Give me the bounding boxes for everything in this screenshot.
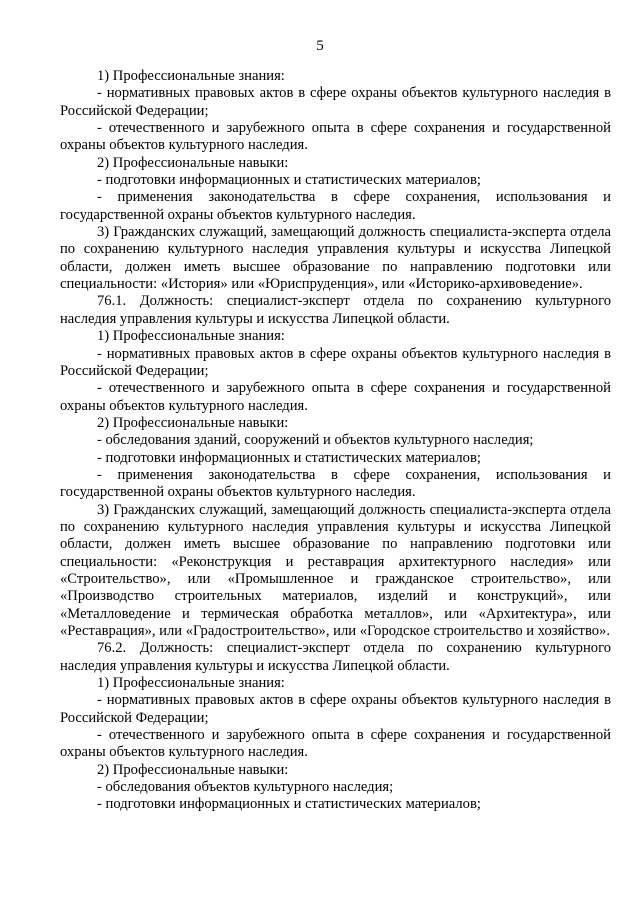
paragraph-skills-item: - применения законодательства в сфере сохранения, использования и государственной охраны объектов культурного наследия. (60, 466, 611, 501)
paragraph-skills-item: - подготовки информационных и статистических материалов; (97, 172, 481, 189)
paragraph-skills-item: - применения законодательства в сфере сохранения, использования и государственной охраны объектов культурного наследия. (60, 189, 611, 223)
paragraph-knowledge-item: - отечественного и зарубежного опыта в сфере сохранения и государственной охраны объектов культурного наследия. (60, 380, 611, 414)
paragraph-knowledge-item: - нормативных правовых актов в сфере охраны объектов культурного наследия в Российской Федерации; (60, 692, 611, 726)
page-number: 5 (316, 38, 324, 54)
paragraph-skills-heading: 2) Профессиональные навыки: (97, 761, 289, 778)
paragraph-skills-item: - обследования зданий, сооружений и объектов культурного наследия; (97, 432, 534, 449)
paragraph-knowledge-item: - нормативных правовых актов в сфере охраны объектов культурного наследия в Российской Федерации; (60, 345, 611, 379)
paragraph-knowledge-item: - отечественного и зарубежного опыта в сфере сохранения и государственной охраны объектов культурного наследия. (60, 120, 611, 154)
paragraph-knowledge-heading: 1) Профессиональные знания: (97, 328, 285, 345)
paragraph-position-76-1: 76.1. Должность: специалист-эксперт отдела по сохранению культурного наследия управления культуры и искусства Липецкой области. (60, 293, 611, 327)
paragraph-skills-item: - подготовки информационных и статистических материалов; (97, 449, 481, 466)
paragraph-education-requirement: 3) Гражданских служащий, замещающий должность специалиста-эксперта отдела по сохранению культурного наследия управления культуры и искусства Липецкой области, должен иметь высшее образование по направлению подготовки или специальности: «История» или «Юриспруденция», или «Историко-архивоведение». (60, 224, 611, 293)
paragraph-knowledge-item: - отечественного и зарубежного опыта в сфере сохранения и государственной охраны объектов культурного наследия. (60, 727, 611, 761)
paragraph-skills-item: - обследования объектов культурного наследия; (97, 779, 394, 796)
paragraph-education-requirement: 3) Гражданских служащий, замещающий должность специалиста-эксперта отдела по сохранению культурного наследия управления культуры и искусства Липецкой области, должен иметь высшее образование по направлению подготовки или специальности: «Реконструкция и реставрация архитектурного наследия» или «Строительство», или «Промышленное и гражданское строительство», или «Производство строительных материалов, изделий и конструкций», или «Металловедение и термическая обработка металлов», или «Архитектура», или «Реставрация», или «Градостроительство», или «Городское строительство и хозяйство». (60, 501, 611, 639)
document-body (60, 68, 611, 814)
paragraph-skills-heading: 2) Профессиональные навыки: (97, 154, 289, 171)
paragraph-knowledge-heading: 1) Профессиональные знания: (97, 675, 285, 692)
paragraph-skills-heading: 2) Профессиональные навыки: (97, 414, 289, 431)
paragraph-position-76-2: 76.2. Должность: специалист-эксперт отдела по сохранению культурного наследия управления культуры и искусства Липецкой области. (60, 640, 611, 674)
paragraph-knowledge-item: - нормативных правовых актов в сфере охраны объектов культурного наследия в Российской Федерации; (60, 85, 611, 119)
paragraph-knowledge-heading: 1) Профессиональные знания: (97, 68, 285, 84)
paragraph-skills-item: - подготовки информационных и статистических материалов; (97, 796, 481, 813)
